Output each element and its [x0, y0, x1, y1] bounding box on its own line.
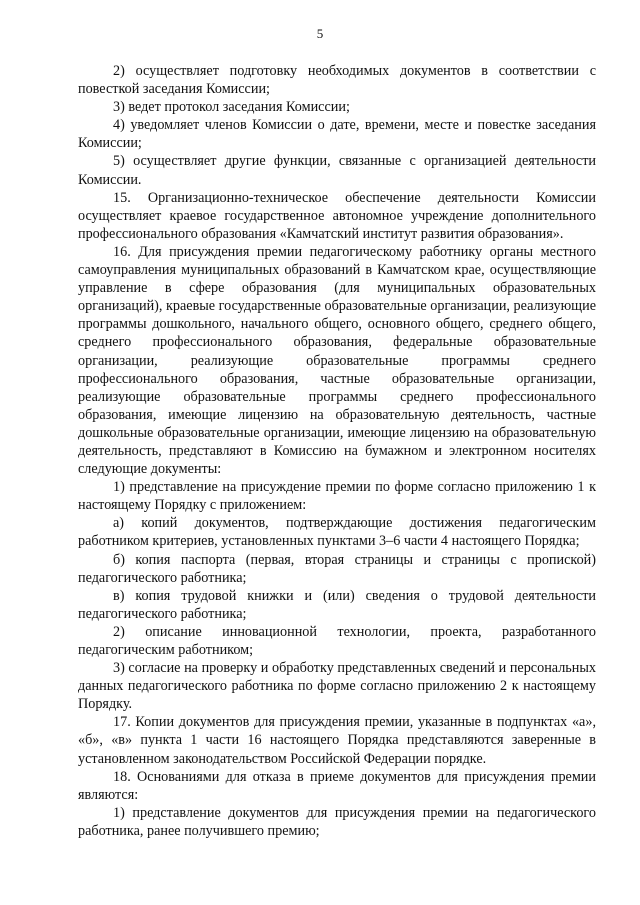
paragraph-section-15: 15. Организационно-техническое обеспечение деятельности Комиссии осуществляет краевое государственное автономное учреждение дополнительного профессионального образования «Камчатский институт развития образования».	[78, 189, 596, 242]
paragraph-16-item-2: 2) описание инновационной технологии, проекта, разработанного педагогическим работником;	[78, 623, 596, 658]
paragraph-section-17: 17. Копии документов для присуждения премии, указанные в подпунктах «а», «б», «в» пункта 1 части 16 настоящего Порядка представляются заверенные в установленном законодательством Российской Федерации порядке.	[78, 714, 596, 767]
paragraph-16-subitem-b: б) копия паспорта (первая, вторая страницы и страницы с пропиской) педагогического работника;	[78, 551, 596, 586]
paragraph-item-3: 3) ведет протокол заседания Комиссии;	[113, 99, 350, 116]
paragraph-18-item-1: 1) представление документов для присуждения премии на педагогического работника, ранее получившего премию;	[78, 804, 596, 839]
page-number: 5	[316, 26, 324, 41]
paragraph-item-2: 2) осуществляет подготовку необходимых документов в соответствии с повесткой заседания Комиссии;	[78, 63, 596, 98]
paragraph-section-18: 18. Основаниями для отказа в приеме документов для присуждения премии являются:	[78, 768, 596, 803]
paragraph-item-5: 5) осуществляет другие функции, связанные с организацией деятельности Комиссии.	[78, 153, 596, 188]
paragraph-16-item-1: 1) представление на присуждение премии по форме согласно приложению 1 к настоящему Порядку с приложением:	[78, 479, 596, 514]
paragraph-16-item-3: 3) согласие на проверку и обработку представленных сведений и персональных данных педагогического работника по форме согласно приложению 2 к настоящему Порядку.	[78, 660, 596, 713]
paragraph-16-subitem-a: а) копий документов, подтверждающие достижения педагогическим работником критериев, установленных пунктами 3–6 части 4 настоящего Порядка;	[78, 515, 596, 550]
paragraph-16-subitem-v: в) копия трудовой книжки и (или) сведения о трудовой деятельности педагогического работника;	[78, 587, 596, 622]
paragraph-item-4: 4) уведомляет членов Комиссии о дате, времени, месте и повестке заседания Комиссии;	[78, 117, 596, 152]
paragraph-section-16: 16. Для присуждения премии педагогическому работнику органы местного самоуправления муниципальных образований в Камчатском крае, осуществляющие управление в сфере образования (для муниципальных образовательных организаций), краевые государственные образовательные организации, реализующие программы дошкольного, начального общего, основного общего, среднего общего, среднего профессионального образования, федеральные образовательные организации, реализующие образовательные программы среднего профессионального образования, частные образовательные организации, реализующие образовательные программы среднего профессионального образования, имеющие лицензию на образовательную деятельность, частные дошкольные образовательные организации, имеющие лицензию на образовательную деятельность, представляют в Комиссию на бумажном и электронном носителях следующие документы:	[78, 243, 596, 478]
document-body	[78, 62, 596, 840]
